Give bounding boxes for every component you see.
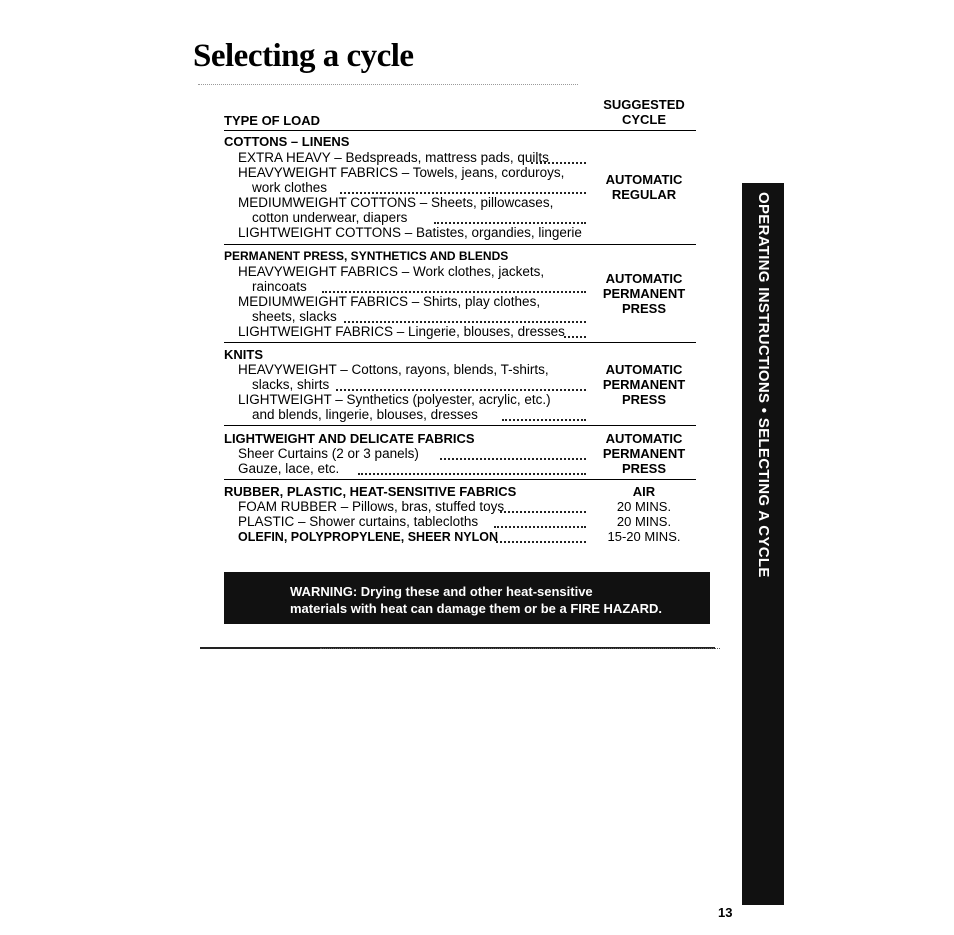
dot-leader — [502, 419, 586, 421]
rubber-cycle-title: AIR — [632, 484, 656, 499]
knits-item-lightweight: LIGHTWEIGHT – Synthetics (polyester, acrylic, etc.) — [238, 392, 551, 407]
dot-leader — [344, 321, 586, 323]
cycle-line: AUTOMATIC — [605, 431, 683, 446]
dot-leader — [336, 389, 586, 391]
knits-item-heavyweight-cont: slacks, shirts — [252, 377, 330, 392]
header-rule — [224, 130, 696, 131]
cycle-line: PRESS — [621, 392, 667, 407]
header-type-of-load: TYPE OF LOAD — [224, 113, 321, 128]
rubber-item-foam: FOAM RUBBER – Pillows, bras, stuffed toys — [238, 499, 505, 514]
dot-leader — [340, 192, 586, 194]
perm-item-heavyweight: HEAVYWEIGHT FABRICS – Work clothes, jackets, — [238, 264, 545, 279]
dot-leader — [500, 511, 586, 513]
warning-line2: materials with heat can damage them or be a FIRE HAZARD. — [290, 601, 663, 616]
rubber-foam-cycle: 20 MINS. — [616, 499, 672, 514]
knits-item-heavyweight: HEAVYWEIGHT – Cottons, rayons, blends, T-shirts, — [238, 362, 549, 377]
bottom-divider-dotted — [320, 648, 720, 650]
cottons-item-heavyweight: HEAVYWEIGHT FABRICS – Towels, jeans, corduroys, — [238, 165, 565, 180]
header-cycle-line1: SUGGESTED — [603, 97, 685, 112]
section-rule — [224, 244, 696, 245]
cycle-line: AUTOMATIC — [605, 362, 683, 377]
rubber-item-olefin: OLEFIN, POLYPROPYLENE, SHEER NYLON — [238, 530, 498, 544]
section-title-delicate: LIGHTWEIGHT AND DELICATE FABRICS — [224, 431, 475, 446]
cottons-item-extra-heavy: EXTRA HEAVY – Bedspreads, mattress pads, quilts — [238, 150, 549, 165]
cycle-line: REGULAR — [611, 187, 677, 202]
cycle-line: PERMANENT — [602, 286, 686, 301]
cycle-line: AUTOMATIC — [605, 271, 683, 286]
knits-cycle — [594, 362, 694, 407]
page-number: 13 — [718, 905, 733, 920]
cycle-line: PRESS — [621, 301, 667, 316]
rubber-plastic-cycle: 20 MINS. — [616, 514, 672, 529]
warning-box — [224, 572, 710, 624]
cottons-item-mediumweight-cont: cotton underwear, diapers — [252, 210, 408, 225]
warning-line1: WARNING: Drying these and other heat-sensitive — [290, 584, 593, 599]
delicate-item-sheer-curtains: Sheer Curtains (2 or 3 panels) — [238, 446, 419, 461]
cottons-item-heavyweight-cont: work clothes — [252, 180, 328, 195]
dot-leader — [531, 162, 586, 164]
section-title-permanent-press: PERMANENT PRESS, SYNTHETICS AND BLENDS — [224, 249, 509, 263]
perm-item-lightweight: LIGHTWEIGHT FABRICS – Lingerie, blouses, dresses — [238, 324, 565, 339]
section-title-cottons: COTTONS – LINENS — [224, 134, 350, 149]
section-rule — [224, 479, 696, 480]
perm-item-mediumweight: MEDIUMWEIGHT FABRICS – Shirts, play clothes, — [238, 294, 541, 309]
cottons-item-mediumweight: MEDIUMWEIGHT COTTONS – Sheets, pillowcases, — [238, 195, 554, 210]
dot-leader — [358, 473, 586, 475]
section-title-rubber: RUBBER, PLASTIC, HEAT-SENSITIVE FABRICS — [224, 484, 517, 499]
perm-item-mediumweight-cont: sheets, slacks — [252, 309, 337, 324]
section-title-knits: KNITS — [224, 347, 263, 362]
cycle-line: PRESS — [621, 461, 667, 476]
dot-leader — [564, 336, 586, 338]
cottons-item-lightweight: LIGHTWEIGHT COTTONS – Batistes, organdies, lingerie — [238, 225, 582, 240]
dot-leader — [322, 291, 586, 293]
section-rule — [224, 342, 696, 343]
dot-leader — [496, 541, 586, 543]
delicate-item-gauze: Gauze, lace, etc. — [238, 461, 340, 476]
page-title: Selecting a cycle — [193, 38, 414, 74]
rubber-olefin-cycle: 15-20 MINS. — [607, 529, 681, 544]
side-tab-label: OPERATING INSTRUCTIONS • SELECTING A CYCLE — [755, 192, 772, 578]
cycle-line: AUTOMATIC — [605, 172, 683, 187]
rubber-item-plastic: PLASTIC – Shower curtains, tablecloths — [238, 514, 479, 529]
knits-item-lightweight-cont: and blends, lingerie, blouses, dresses — [252, 407, 478, 422]
title-divider — [198, 84, 578, 86]
cycle-line: PERMANENT — [602, 446, 686, 461]
dot-leader — [494, 526, 586, 528]
header-cycle-line2: CYCLE — [621, 112, 667, 127]
dot-leader — [440, 458, 586, 460]
header-suggested-cycle — [594, 97, 694, 127]
cottons-cycle — [594, 172, 694, 202]
cycle-line: PERMANENT — [602, 377, 686, 392]
section-rule — [224, 425, 696, 426]
perm-cycle — [594, 271, 694, 316]
delicate-cycle — [594, 431, 694, 476]
perm-item-heavyweight-cont: raincoats — [252, 279, 307, 294]
dot-leader — [434, 222, 586, 224]
